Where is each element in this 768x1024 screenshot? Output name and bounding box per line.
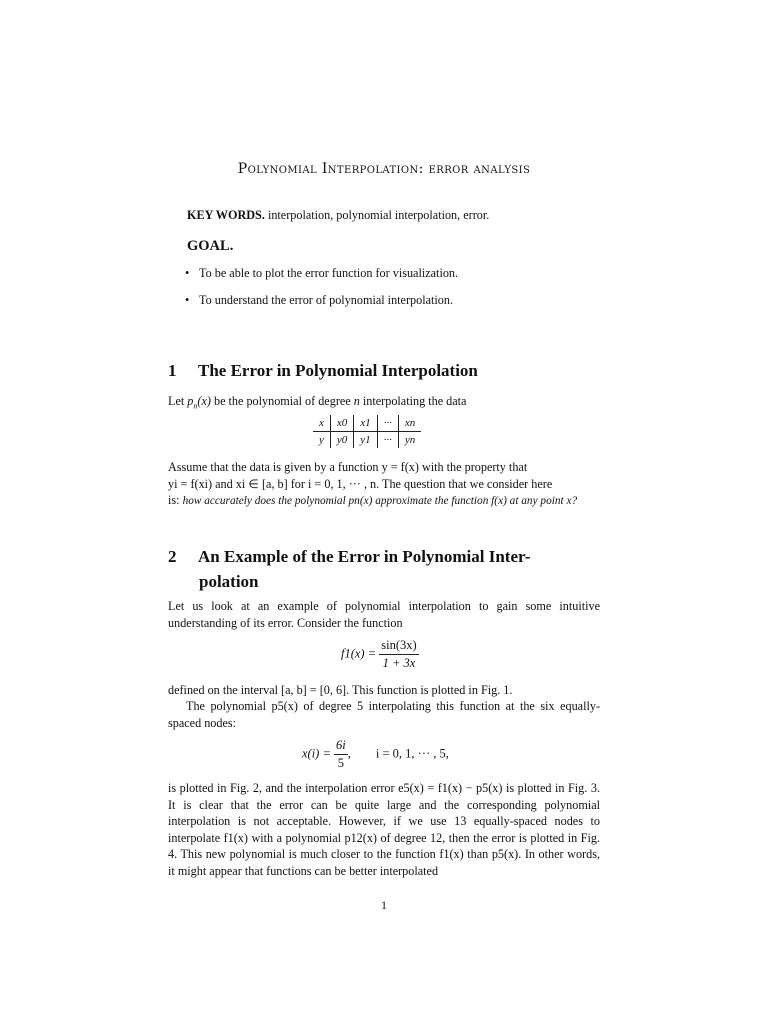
equation-nodes: x(i) = $\frac{6i}{5}$ , i = 0, 1, ··· , 5, xyxy=(302,738,449,770)
text-line: yi = f(xi) and xi ∈ [a, b] for i = 0, 1, ··· , n. The question that we consider here xyxy=(168,476,553,491)
section-2-paragraph-2: defined on the interval [a, b] = [0, 6]. This function is plotted in Fig. 1. xyxy=(168,683,513,697)
section-2-heading xyxy=(168,544,608,594)
document-title: Polynomial Interpolation: error analysis xyxy=(237,161,531,177)
section-number: 1 xyxy=(168,361,177,380)
section-2-paragraph-3: The polynomial p5(x) of degree 5 interpolating this function at the six equally-spaced nodes: xyxy=(168,699,600,730)
table-cell: y xyxy=(313,432,330,449)
section-title: An Example of the Error in Polynomial Inter- xyxy=(198,547,531,566)
table-cell: xn xyxy=(398,415,421,432)
goal-bullet-1 xyxy=(185,266,458,281)
section-2-paragraph-4: is plotted in Fig. 2, and the interpolation error e5(x) = f1(x) − p5(x) is plotted in Fig. 3. It is clear that the error can be quite large and the corresponding polynomial interpolation is not acceptable. However, if we use 13 equally-spaced nodes to interpolate f1(x) with a polynomial p12(x) of degree 12, then the error is plotted in Fig. 4. This new polynomial is much closer to the function f1(x) than p5(x). In other words, it might appear that functions can be better interpolated xyxy=(168,781,600,878)
data-table xyxy=(313,415,421,448)
table-cell: y0 xyxy=(330,432,353,449)
table-cell: x xyxy=(313,415,330,432)
text-line: Assume that the data is given by a function y = f(x) with the property that xyxy=(168,460,528,474)
research-question: how accurately does the polynomial pn(x) approximate the function f(x) at any point x? xyxy=(182,495,578,507)
keywords-text: interpolation, polynomial interpolation, error. xyxy=(264,208,490,222)
page-number: 1 xyxy=(381,898,387,912)
table-row xyxy=(313,432,421,449)
bullet-icon: • xyxy=(185,293,190,307)
bullet-icon: • xyxy=(185,266,190,280)
section-title: The Error in Polynomial Interpolation xyxy=(198,361,478,380)
section-number: 2 xyxy=(168,547,177,566)
table-cell: yn xyxy=(404,434,416,446)
goal-bullet-2 xyxy=(185,293,453,308)
table-cell: x1 xyxy=(354,415,377,432)
table-cell: y1 xyxy=(354,432,377,449)
section-2-paragraph-1: Let us look at an example of polynomial interpolation to gain some intuitive understanding of its error. Consider the function xyxy=(168,599,600,630)
table-cell: ··· xyxy=(377,415,398,432)
section-1-heading xyxy=(168,358,608,383)
table-cell: x0 xyxy=(330,415,353,432)
section-title-continued: polation xyxy=(199,572,259,591)
table-cell: ··· xyxy=(377,432,398,449)
goal-heading: GOAL. xyxy=(187,238,234,254)
goal-bullet-text: To understand the error of polynomial interpolation. xyxy=(199,293,454,307)
section-1-intro: Let $p_n(x)$ be the polynomial of degree n interpolating the data xyxy=(168,394,467,411)
section-1-paragraph: Assume that the data is given by a function y = f(x) with the property that yi = f(xi) and xi ∈ [a, b] for i = 0, 1, ··· , n. The question that we consider here is: how accurately does the polynomial pn(x) approximate the function f(x) at any point x? xyxy=(168,460,578,507)
goal-bullet-text: To be able to plot the error function for visualization. xyxy=(199,266,459,280)
fraction: $\frac{\sin(3x)}{1 + 3x}$ xyxy=(381,638,417,670)
keywords-label: KEY WORDS. xyxy=(187,208,265,222)
fraction: $\frac{6i}{5}$ xyxy=(336,738,346,770)
equation-f1: f1(x) = $\frac{\sin(3x)}{1 + 3x}$ xyxy=(341,638,417,670)
keywords-line xyxy=(187,207,607,224)
table-row xyxy=(313,415,421,432)
